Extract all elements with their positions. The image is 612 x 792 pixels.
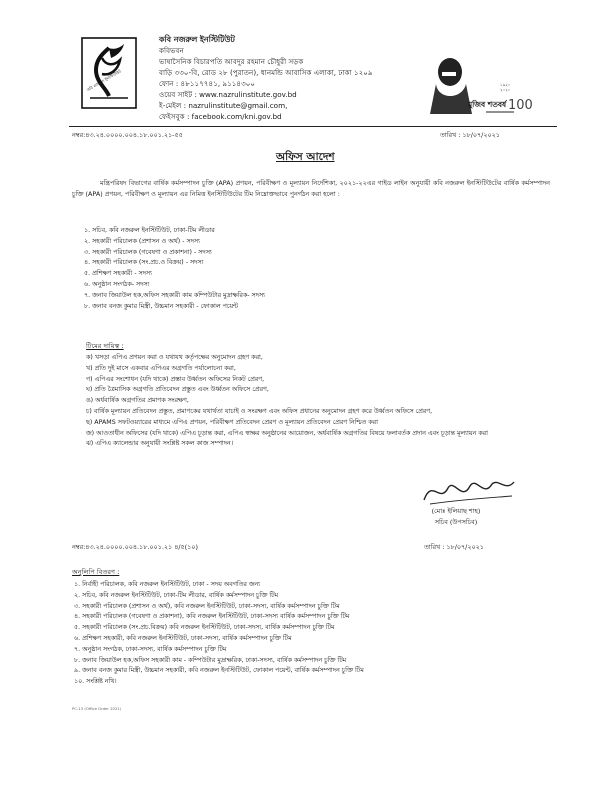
address-line-2: ভাষাসৈনিক বিচারপতি আবদুর রহমান চৌধুরী সড়ক (159, 57, 304, 66)
list-item: ৫. প্রশিক্ষণ সহকারী - সদস্য (84, 270, 152, 278)
list-item: চ) বার্ষিক মূল্যায়ন প্রতিবেদন প্রস্তুত, প্রমাণকের যথার্থতা যাচাই ও সংরক্ষণ এবং অফিস প্রধানের অনুমোদন গ্রহণ করে উর্ধ্বতন অফিসে প্রেরণ, (86, 407, 433, 415)
header-rule (69, 126, 557, 127)
list-item: ৮. জনাব বনজ কুমার মিস্ত্রী, উচ্চমান সহকারী - ফোকাল পয়েন্ট (84, 302, 238, 310)
list-item: ঝ) এপিএ ক্যালেন্ডার অনুযায়ী সংশ্লিষ্ট সকল কাজ সম্পাদন। (86, 440, 233, 448)
page-title: অফিস আদেশ (276, 151, 335, 163)
list-item: ক) খসড়া এপিএ প্রণয়ন করা ও যথাযথ কর্তৃপক্ষের অনুমোদন গ্রহণ করা, (86, 354, 263, 361)
list-item: ২. সচিব, কবি নজরুল ইনস্টিটিউট, ঢাকা-টিম লীডার, বার্ষিক কর্মসম্পাদন চুক্তি টিম (74, 591, 279, 599)
list-item: ৭. জনাব জিয়াউল হক,অফিস সহকারী কাম কম্পিউটার মুদ্রাক্ষরিক- সদস্য (84, 291, 265, 299)
team-members-list (84, 226, 265, 312)
list-item: ছ) APAMS সফটওয়্যারের মাধ্যমে এপিএ প্রণয়ন, পরিবীক্ষণ প্রতিবেদন প্রেরণ ও মূল্যায়ন প্রতিবেদন প্রেরণ নিশ্চিত করা (86, 418, 378, 426)
memo-number: নম্বর:৪৩.২৪.০০০০.০০৪.১৮.০০১.২১-৫৫ (72, 131, 183, 139)
memo-date: তারিখ : ১৮/০৭/২০২১ (440, 131, 500, 139)
list-item: ৩. সহকারী পরিচালক (গবেষণা ও প্রকাশনা) - সদস্য (84, 248, 212, 256)
list-item: ৫. সহকারী পরিচালক (সং.প্রচ.বিক্রয়) কবি নজরুল ইনস্টিটিউট, ঢাকা-সদস্য, বার্ষিক কর্মসম্পাদন চুক্তি টিম (74, 624, 335, 632)
list-item: ৪. সহকারী পরিচালক (গবেষণা ও প্রকাশনা), কবি নজরুল ইনস্টিটিউট, ঢাকা-সদস্য বার্ষিক কর্মসম্পাদন চুক্তি টিম (74, 613, 350, 621)
mujib-borsho-text: মুজিব শতবর্ষ (468, 100, 507, 109)
list-item: ৬. অনুষ্ঠান সংগঠক- সদস্য (84, 280, 150, 288)
facebook-line: ফেইসবুক : facebook.com/kni.gov.bd (159, 112, 282, 121)
institute-logo (80, 36, 138, 110)
footer-note: PC-13 (Office Order 2021) (72, 706, 122, 711)
mujib-borsho-years: ১৯২০ ২০২০ (500, 82, 511, 92)
list-item: খ) প্রতি দুই মাসে একবার এপিএর অগ্রগতি পর্যালোচনা করা, (86, 364, 236, 372)
list-item: ৭. অনুষ্ঠান সংগঠক, ঢাকা-সদস্য, বার্ষিক কর্মসম্পাদন চুক্তি টিম (74, 645, 227, 653)
list-item: ২. সহকারী পরিচালক (প্রশাসন ও অর্থ) - সদস্য (84, 237, 200, 245)
list-item: ৮. জনাব জিয়াউল হক,অফিস সহকারী কাম - কম্পিউটার মুদ্রাক্ষরিক, ঢাকা-সদস্য, বার্ষিক কর্মসম্পাদন চুক্তি টিম (74, 656, 347, 664)
list-item: জ) আওতাধীন অফিসের (যদি থাকে) এপিএ চূড়ান্ত করা, এপিএ স্বাক্ষর অনুষ্ঠানের আয়োজন, অর্ধবার্ষিক অগ্রগতির বিষয়ে ফলাবর্তক প্রদান এবং চূড়ান্ত মূল্যায়ন করা (86, 429, 488, 437)
list-item: ১০. সংশ্লিষ্ট নথি। (74, 678, 117, 686)
duties-list (86, 353, 550, 450)
handwritten-signature (418, 474, 518, 508)
organization-name: কবি নজরুল ইনস্টিটিউট (159, 35, 235, 44)
mujib-borsho-hundred: 100 (508, 98, 533, 113)
intro-paragraph: মন্ত্রিপরিষদ বিভাগের বার্ষিক কর্মসম্পাদন চুক্তি (APA) প্রণয়ন, পরিবীক্ষণ ও মূল্যায়ন নির্দেশিকা, ২০২১-২২এর গাইড লাইন অনুযায়ী কবি নজরুল ইনস্টিটিউটের বার্ষিক কর্মসম্পাদন চুক্তি (APA) প্রণয়ন, পরিবীক্ষণ ও মূল্যায়ন এর নিমিত্ত ইনস্টিটিউটের টিম নিম্নোক্তভাবে পুনর্গঠন করা হলো : (72, 179, 550, 198)
address-line-1: কবিভবন (159, 46, 184, 55)
signatory-name: (মোঃ ইলিয়াছ শাহ) (431, 507, 481, 515)
list-item: গ) এপিএর সংশোধন (যদি থাকে) প্রস্তাব উর্ধ্বতন অফিসের নিকট প্রেরণ, (86, 375, 265, 383)
address-line-3: বাড়ি ৩৩০-বি, রোড ২৮ (পুরাতন), ধানমন্ডি আবাসিক এলাকা, ঢাকা ১২০৯ (159, 68, 373, 77)
list-item: ১. সচিব, কবি নজরুল ইনস্টিটিউট, ঢাকা-টিম লীডার (84, 227, 215, 234)
list-item: ৪. সহকারী পরিচালক (সং.প্রচ.ও বিক্রয়) - সদস্য (84, 259, 204, 267)
logo-caption: কবি নজরুল ইনস্টিটিউট (86, 68, 122, 93)
copy-heading: অনুলিপি বিতরণ : (72, 568, 120, 576)
list-item: ৩. সহকারী পরিচালক (প্রশাসন ও অর্থ), কবি নজরুল ইনস্টিটিউট, ঢাকা-সদস্য, বার্ষিক কর্মসম্পাদন চুক্তি টিম (74, 602, 340, 610)
list-item: ঘ) প্রতি ত্রৈমাসিক অগ্রগতি প্রতিবেদন প্রস্তুত এবং উর্ধ্বতন অফিসে প্রেরণ, (86, 386, 269, 394)
list-item: ৬. প্রশিক্ষণ সহকারী, কবি নজরুল ইনস্টিটিউট, ঢাকা-সদস্য, বার্ষিক কর্মসম্পাদন চুক্তি টিম (74, 634, 292, 642)
signature-block (396, 506, 516, 528)
letterhead-address (159, 34, 373, 122)
copy-memo-date: তারিখ : ১৮/০৭/২০২১ (424, 543, 484, 551)
list-item: ৯. জনাব বনজ কুমার মিস্ত্রী, উচ্চমান সহকারী, কবি নজরুল ইনস্টিটিউট, ফোকাল পয়েন্ট, বার্ষিক কর্মসম্পাদন চুক্তি টিম (74, 667, 364, 675)
phone-line: ফোন : ৪৮১১৭৭৪১, ৯১১৪৩০০ (159, 79, 256, 88)
duties-heading: টিমের দায়িত্ব : (86, 342, 124, 350)
list-item: ১. নির্বাহী পরিচালক, কবি নজরুল ইনস্টিটিউট, ঢাকা - সদয় অবগতির জন্য (74, 581, 261, 588)
list-item: ঙ) অর্ধবার্ষিক অগ্রগতির প্রমাণক সংরক্ষণ, (86, 397, 189, 405)
website-line: ওয়েব সাইট : www.nazrulinstitute.gov.bd (159, 90, 297, 99)
email-line: ই-মেইল : nazrulinstitute@gmail.com, (159, 101, 288, 110)
copy-recipients-list (74, 580, 364, 688)
copy-memo-number: নম্বর:৪৩.২৪.০০০০.০০৪.১৮.০০১.২১ ৪/৫(১০) (72, 543, 198, 551)
signatory-designation: সচিব (উপসচিব) (434, 518, 478, 526)
